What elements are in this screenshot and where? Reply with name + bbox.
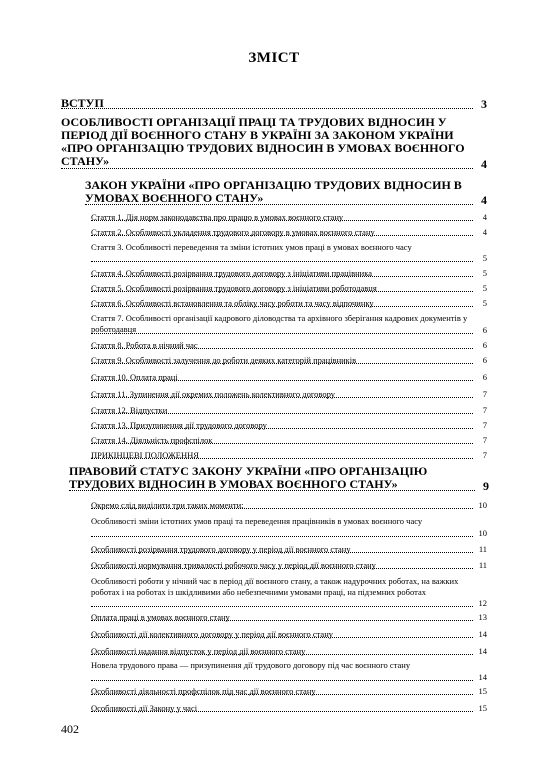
toc-page-number: 7 xyxy=(482,450,487,460)
toc-entry-law[interactable] xyxy=(85,179,487,207)
toc-entry-text: Стаття 3. Особливості переведення та зміни істотних умов праці в умовах воєнного часу xyxy=(91,242,412,252)
dot-leader xyxy=(91,458,473,459)
toc-entry-section-1[interactable] xyxy=(61,116,487,171)
dot-leader xyxy=(91,637,473,638)
toc-entry-sub-11[interactable] xyxy=(91,703,487,714)
toc-entry-article-1[interactable] xyxy=(91,212,487,223)
toc-entry-text: Стаття 4. Особливості розірвання трудового договору з ініціативи працівника xyxy=(91,268,372,278)
dot-leader xyxy=(69,490,475,491)
toc-page-number: 5 xyxy=(482,283,487,293)
toc-page-number: 4 xyxy=(481,193,487,207)
toc-page-number: 11 xyxy=(478,544,487,554)
toc-entry-sub-3[interactable] xyxy=(91,544,487,555)
toc-entry-sub-5[interactable] xyxy=(91,576,487,609)
dot-leader xyxy=(91,291,473,292)
dot-leader xyxy=(91,711,473,712)
toc-page-number: 14 xyxy=(478,629,487,639)
toc-entry-article-6[interactable] xyxy=(91,298,487,309)
toc-entry-text: Особливості розірвання трудового договору у період дії воєнного стану xyxy=(91,544,351,554)
toc-page-number: 5 xyxy=(482,253,487,263)
dot-leader xyxy=(91,413,473,414)
toc-page-number: 10 xyxy=(478,528,487,538)
dot-leader xyxy=(91,261,473,262)
dot-leader xyxy=(91,380,473,381)
toc-entry-sub-8[interactable] xyxy=(91,646,487,657)
toc-page-number: 6 xyxy=(482,372,487,382)
toc-entry-text: Стаття 6. Особливості встановлення та обліку часу роботи та часу відпочинку xyxy=(91,298,374,308)
dot-leader xyxy=(91,606,473,607)
toc-entry-text: Особливості дії Закону у часі xyxy=(91,703,198,713)
toc-entry-text: Стаття 13. Призупинення дії трудового договору xyxy=(91,420,267,430)
dot-leader xyxy=(91,508,473,509)
toc-entry-sub-9[interactable] xyxy=(91,660,487,683)
toc-entry-text: Окремо слід виділити три таких моменти: xyxy=(91,500,244,510)
toc-entry-article-7[interactable] xyxy=(91,313,487,336)
toc-entry-text: Особливості роботи у нічний час в період дії воєнного стану, а також надурочних роботах, на важких роботах і на роботах із шкідливими або небезпечними умовами праці, на підземних роботах xyxy=(91,576,459,597)
toc-entry-text: Стаття 2. Особливості укладення трудового договору в умовах воєнного стану xyxy=(91,227,375,237)
toc-entry-text: Стаття 8. Робота в нічний час xyxy=(91,340,198,350)
dot-leader xyxy=(91,654,473,655)
dot-leader xyxy=(91,552,473,553)
toc-page-number: 6 xyxy=(482,355,487,365)
toc-page-number: 4 xyxy=(481,157,487,171)
dot-leader xyxy=(91,694,473,695)
toc-page-number: 3 xyxy=(481,97,487,111)
toc-page-number: 15 xyxy=(478,703,487,713)
toc-entry-text: Особливості дії колективного договору у період дії воєнного стану xyxy=(91,629,333,639)
toc-page-number: 4 xyxy=(482,227,487,237)
toc-page-number: 11 xyxy=(478,560,487,570)
toc-entry-text: ОСОБЛИВОСТІ ОРГАНІЗАЦІЇ ПРАЦІ ТА ТРУДОВИХ ВІДНОСИН У ПЕРІОД ДІЇ ВОЄННОГО СТАНУ В УКРАЇНІ ЗА ЗАКОНОМ УКРАЇНИ «ПРО ОРГАНІЗАЦІЮ ТРУДОВИХ ВІДНОСИН В УМОВАХ ВОЄННОГО СТАНУ» xyxy=(61,115,465,168)
toc-page-number: 6 xyxy=(482,325,487,335)
toc-page-number: 4 xyxy=(482,212,487,222)
toc-page-number: 14 xyxy=(478,646,487,656)
toc-entry-intro[interactable] xyxy=(61,97,487,111)
dot-leader xyxy=(85,204,473,205)
toc-entry-text: Стаття 5. Особливості розірвання трудового договору з ініціативи роботодавця xyxy=(91,283,377,293)
toc-entry-article-12[interactable] xyxy=(91,405,487,416)
toc-entry-sub-6[interactable] xyxy=(91,612,487,623)
toc-entry-sub-2[interactable] xyxy=(91,516,487,539)
toc-entry-article-10[interactable] xyxy=(91,372,487,383)
toc-page-number: 9 xyxy=(483,479,489,493)
dot-leader xyxy=(91,306,473,307)
dot-leader xyxy=(61,108,473,109)
toc-entry-article-3[interactable] xyxy=(91,242,487,264)
toc-entry-article-13[interactable] xyxy=(91,420,487,431)
toc-entry-text: Особливості надання відпусток у період дії воєнного стану xyxy=(91,646,306,656)
toc-entry-article-11[interactable] xyxy=(91,389,487,400)
toc-entry-article-14[interactable] xyxy=(91,435,487,446)
dot-leader xyxy=(61,168,473,169)
toc-entry-text: Особливості діяльності профспілок під час дії воєнного стану xyxy=(91,686,316,696)
toc-entry-final-provisions[interactable] xyxy=(91,450,487,461)
toc-entry-sub-10[interactable] xyxy=(91,686,487,697)
dot-leader xyxy=(91,220,473,221)
dot-leader xyxy=(91,397,473,398)
toc-entry-text: Стаття 9. Особливості залучення до роботи деяких категорій працівників xyxy=(91,355,357,365)
toc-entry-sub-7[interactable] xyxy=(91,629,487,640)
toc-entry-article-8[interactable] xyxy=(91,340,487,351)
dot-leader xyxy=(91,363,473,364)
toc-entry-text: Стаття 11. Зупинення дії окремих положень колективного договору xyxy=(91,389,335,399)
dot-leader xyxy=(91,428,473,429)
toc-entry-text: Оплата праці в умовах воєнного стану xyxy=(91,612,230,622)
toc-entry-text: ВСТУП xyxy=(61,96,104,110)
dot-leader xyxy=(91,536,473,537)
toc-page-number: 7 xyxy=(482,389,487,399)
toc-page-number: 7 xyxy=(482,420,487,430)
dot-leader xyxy=(91,276,473,277)
toc-entry-sub-1[interactable] xyxy=(91,500,487,511)
toc-entry-text: Особливості зміни істотних умов праці та переведення працівників в умовах воєнного часу xyxy=(91,516,423,526)
toc-page-number: 6 xyxy=(482,340,487,350)
toc-page-number: 5 xyxy=(482,298,487,308)
toc-page-number: 15 xyxy=(478,686,487,696)
toc-page-number: 13 xyxy=(478,612,487,622)
toc-entry-text: ПРИКІНЦЕВІ ПОЛОЖЕННЯ xyxy=(91,450,199,460)
page-title: ЗМІСТ xyxy=(248,50,300,66)
toc-page-number: 7 xyxy=(482,435,487,445)
toc-entry-text: ПРАВОВИЙ СТАТУС ЗАКОНУ УКРАЇНИ «ПРО ОРГАНІЗАЦІЮ ТРУДОВИХ ВІДНОСИН В УМОВАХ ВОЄННОГО СТАНУ» xyxy=(69,464,428,491)
toc-page-number: 10 xyxy=(478,500,487,510)
toc-entry-text: Стаття 12. Відпустки xyxy=(91,405,168,415)
dot-leader xyxy=(91,235,473,236)
toc-entry-article-5[interactable] xyxy=(91,283,487,294)
toc-entry-text: Стаття 14. Діяльність профспілок xyxy=(91,435,213,445)
toc-entry-article-4[interactable] xyxy=(91,268,487,279)
toc-entry-text: Стаття 10. Оплата праці xyxy=(91,372,178,382)
toc-entry-text: Особливості нормування тривалості робочого часу у період дії воєнного стану xyxy=(91,560,376,570)
toc-entry-text: Новела трудового права — призупинення дії трудового договору під час воєнного стану xyxy=(91,660,411,670)
dot-leader xyxy=(91,568,473,569)
page-number: 402 xyxy=(61,722,79,736)
toc-page-number: 5 xyxy=(482,268,487,278)
dot-leader xyxy=(91,443,473,444)
toc-entry-text: ЗАКОН УКРАЇНИ «ПРО ОРГАНІЗАЦІЮ ТРУДОВИХ ВІДНОСИН В УМОВАХ ВОЄННОГО СТАНУ» xyxy=(85,178,462,205)
toc-entry-article-9[interactable] xyxy=(91,355,487,366)
dot-leader xyxy=(91,348,473,349)
toc-page-number: 14 xyxy=(478,672,487,682)
toc-page-number: 7 xyxy=(482,405,487,415)
toc-entry-text: Стаття 7. Особливості організації кадрового діловодства та архівного зберігання кадрових документів у роботодавця xyxy=(91,313,468,334)
toc-page-number: 12 xyxy=(478,598,487,608)
toc-entry-legal-status[interactable] xyxy=(69,465,489,493)
toc-entry-text: Стаття 1. Дія норм законодавства про працю в умовах воєнного стану xyxy=(91,212,344,222)
dot-leader xyxy=(91,680,473,681)
toc-entry-sub-4[interactable] xyxy=(91,560,487,571)
dot-leader xyxy=(91,620,473,621)
dot-leader xyxy=(91,333,473,334)
toc-entry-article-2[interactable] xyxy=(91,227,487,238)
